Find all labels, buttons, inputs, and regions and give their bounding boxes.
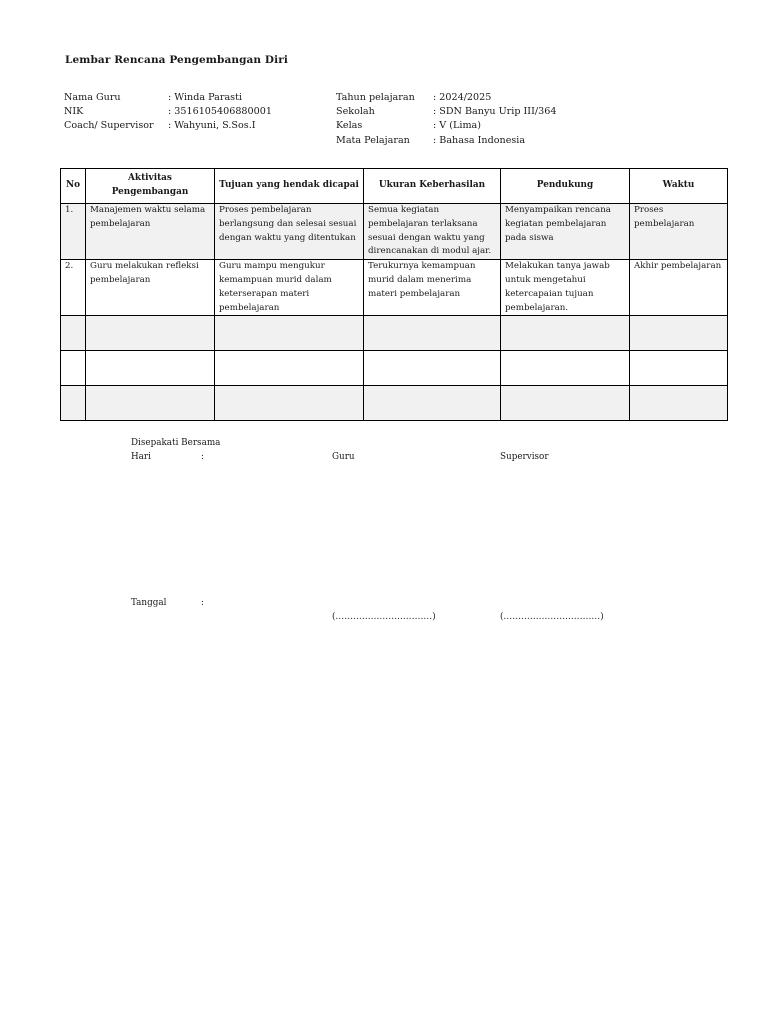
info-row-year: [336, 91, 556, 105]
info-row-school: [336, 105, 556, 119]
table-cell: Melakukan tanya jawab untuk mengetahui ketercapaian tujuan pembelajaran.: [501, 260, 630, 316]
table-cell: [61, 386, 86, 421]
day-label: Hari: [131, 452, 151, 462]
info-value: : Wahyuni, S.Sos.I: [168, 120, 256, 132]
table-cell: [364, 386, 501, 421]
info-value: : 2024/2025: [433, 92, 492, 103]
table-cell: [364, 316, 501, 351]
supervisor-signature-line: (……………………………): [500, 612, 604, 622]
table-cell: Proses pembelajaran: [630, 204, 728, 260]
info-label: Tahun pelajaran: [336, 92, 415, 103]
info-label: NIK: [64, 106, 84, 118]
school-info: [336, 91, 556, 148]
table-cell: [86, 386, 215, 421]
empty-table-row: [61, 351, 728, 386]
info-row-class: [336, 119, 556, 133]
table-cell: [501, 351, 630, 386]
table-cell: [86, 316, 215, 351]
teacher-info: [64, 91, 272, 134]
table-cell: [364, 351, 501, 386]
info-value: : SDN Banyu Urip III/364: [433, 106, 557, 118]
document-title: Lembar Rencana Pengembangan Diri: [65, 54, 288, 66]
table-cell: [501, 316, 630, 351]
column-header-goal: Tujuan yang hendak dicapai: [215, 169, 364, 204]
agreed-label: Disepakati Bersama: [131, 438, 221, 448]
info-label: Mata Pelajaran: [336, 134, 410, 146]
table-cell: Proses pembelajaran berlangsung dan selesai sesuai dengan waktu yang ditentukan: [215, 204, 364, 260]
empty-table-row: [61, 386, 728, 421]
development-plan-table: [60, 168, 728, 421]
table-cell: Semua kegiatan pembelajaran terlaksana sesuai dengan waktu yang direncanakan di modul ajar.: [364, 204, 501, 260]
info-label: Kelas: [336, 120, 363, 132]
table-row: [61, 204, 728, 260]
table-cell: Terukurnya kemampuan murid dalam menerima materi pembelajaran: [364, 260, 501, 316]
table-cell: [215, 316, 364, 351]
column-header-support: Pendukung: [501, 169, 630, 204]
day-colon: :: [201, 452, 204, 462]
info-row-nik: [64, 105, 272, 119]
table-cell: Akhir pembelajaran: [630, 260, 728, 316]
table-header-row: [61, 169, 728, 204]
info-value: : Winda Parasti: [168, 92, 243, 103]
info-label: Coach/ Supervisor: [64, 120, 154, 132]
table-cell: [501, 386, 630, 421]
table-cell: [61, 316, 86, 351]
teacher-signature-label: Guru: [332, 452, 355, 462]
info-value: : V (Lima): [433, 120, 482, 132]
table-cell: 2.: [61, 260, 86, 316]
table-cell: [86, 351, 215, 386]
column-header-no: No: [61, 169, 86, 204]
table-cell: [61, 351, 86, 386]
column-header-time: Waktu: [630, 169, 728, 204]
table-cell: [630, 351, 728, 386]
date-label: Tanggal: [131, 598, 167, 608]
date-colon: :: [201, 598, 204, 608]
supervisor-signature-label: Supervisor: [500, 452, 549, 462]
table-cell: [215, 386, 364, 421]
column-header-success-measure: Ukuran Keberhasilan: [364, 169, 501, 204]
table-cell: [630, 386, 728, 421]
column-header-activity: Aktivitas Pengembangan: [86, 169, 215, 204]
empty-table-row: [61, 316, 728, 351]
info-value: : Bahasa Indonesia: [433, 134, 526, 146]
table-cell: Guru mampu mengukur kemampuan murid dalam keterserapan materi pembelajaran: [215, 260, 364, 316]
info-row-supervisor: [64, 119, 272, 133]
teacher-signature-line: (……………………………): [332, 612, 436, 622]
table-cell: [215, 351, 364, 386]
info-row-name: [64, 91, 272, 105]
table-cell: Manajemen waktu selama pembelajaran: [86, 204, 215, 260]
info-row-subject: [336, 134, 556, 148]
table-cell: [630, 316, 728, 351]
info-label: Nama Guru: [64, 92, 121, 103]
table-cell: Menyampaikan rencana kegiatan pembelajaran pada siswa: [501, 204, 630, 260]
info-value: : 3516105406880001: [168, 106, 272, 118]
table-row: [61, 260, 728, 316]
info-label: Sekolah: [336, 106, 375, 118]
table-cell: 1.: [61, 204, 86, 260]
table-cell: Guru melakukan refleksi pembelajaran: [86, 260, 215, 316]
